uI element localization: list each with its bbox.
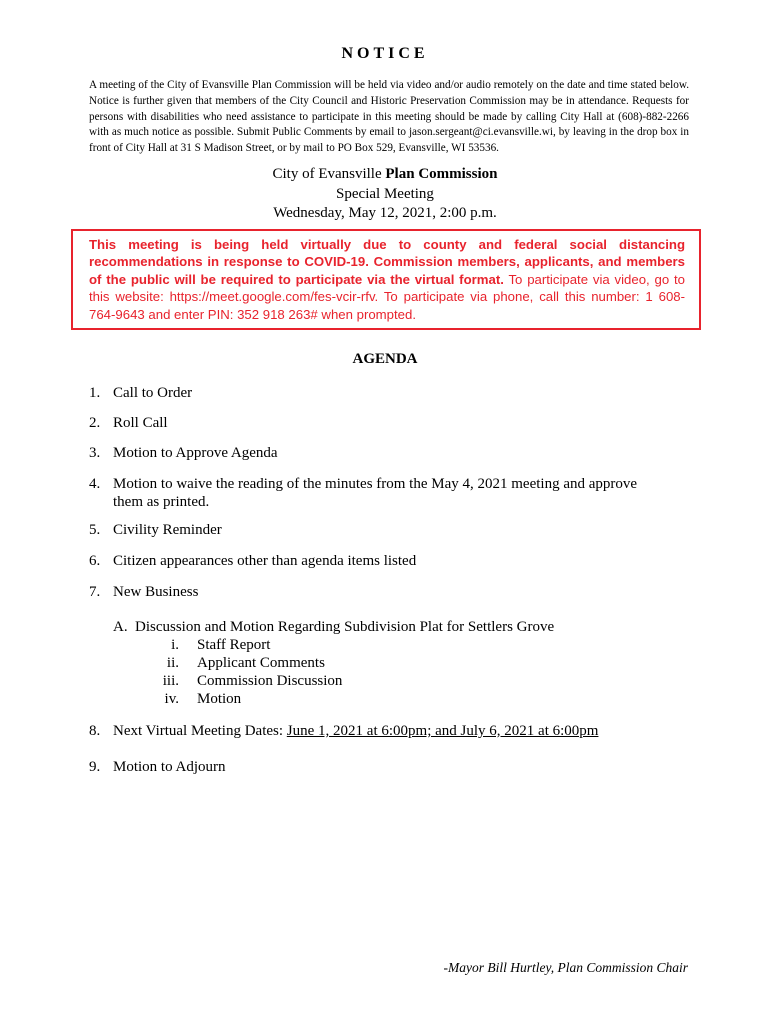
meeting-datetime: Wednesday, May 12, 2021, 2:00 p.m. xyxy=(273,205,497,221)
agenda-sub-item-text: Discussion and Motion Regarding Subdivision Plat for Settlers Grove xyxy=(135,619,555,635)
next-meeting-label: Next Virtual Meeting Dates: xyxy=(113,723,287,739)
signature: -Mayor Bill Hurtley, Plan Commission Chair xyxy=(443,960,688,975)
agenda-sub-sub-item-text: Staff Report xyxy=(197,637,271,653)
agenda-item-number: 8. xyxy=(89,723,101,739)
agenda-sub-item-number: A. xyxy=(113,619,128,635)
agenda-item-number: 2. xyxy=(89,415,101,431)
notice-heading: NOTICE xyxy=(341,45,429,62)
meeting-title-prefix: City of Evansville xyxy=(272,166,386,182)
agenda-sub-sub-item-number: iv. xyxy=(164,691,179,707)
notice-body: A meeting of the City of Evansville Plan Commission will be held via video and/or audio remotely on the date and time stated below. Notice is further given that members of the City Council and Historic Preservation Commission may be in attendance. Requests for persons with disabilities who need assistance to participate in this meeting should be made by calling City Hall at (608)-882-2266 with as much notice as possible. Submit Public Comments by email to jason.sergeant@ci.evansville.wi, by leaving in the drop box in front of City Hall at 31 S Madison Street, or by mail to PO Box 529, Evansville, WI 53536. xyxy=(89,79,689,155)
agenda-item-number: 6. xyxy=(89,553,101,569)
agenda-item-number: 4. xyxy=(89,476,101,492)
next-meeting-dates: June 1, 2021 at 6:00pm; and July 6, 2021 at 6:00pm xyxy=(286,723,599,739)
agenda-sub-sub-item-number: i. xyxy=(171,637,179,653)
covid-notice-box xyxy=(71,229,701,330)
agenda-sub-sub-item-text: Applicant Comments xyxy=(197,655,325,671)
agenda-item-number: 1. xyxy=(89,385,101,401)
meeting-title xyxy=(0,165,770,185)
agenda-item-number: 3. xyxy=(89,445,101,461)
agenda-sub-sub-item-number: ii. xyxy=(166,655,179,671)
agenda-item-number: 7. xyxy=(89,584,101,600)
covid-notice-instructions: To participate via video, go to this website: https://meet.google.com/fes-vcir-rfv. To participate via phone, call this number: 1 608-764-9643 and enter PIN: 352 918 263# when prompted. xyxy=(89,271,685,322)
agenda-sub-sub-item-number: iii. xyxy=(162,673,179,689)
agenda-item-text: Civility Reminder xyxy=(113,522,222,538)
agenda-item-text: New Business xyxy=(113,584,199,600)
agenda-sub-sub-item-text: Commission Discussion xyxy=(197,673,343,689)
agenda-item-text: Motion to Adjourn xyxy=(113,759,226,775)
agenda-item-text xyxy=(113,722,658,740)
agenda-item-number: 9. xyxy=(89,759,101,775)
meeting-header xyxy=(0,165,770,224)
covid-notice-bold: This meeting is being held virtually due to county and federal social distancing recommendations in response to COVID-19. Commission members, applicants, and members of the public will be required to participate via the virtual format. xyxy=(89,237,685,287)
agenda-item-text: Roll Call xyxy=(113,415,168,431)
meeting-title-bold: Plan Commission xyxy=(385,166,498,182)
agenda-item-number: 5. xyxy=(89,522,101,538)
agenda-item-text: Motion to waive the reading of the minutes from the May 4, 2021 meeting and approve them as printed. xyxy=(113,476,638,510)
agenda-item-text: Call to Order xyxy=(113,385,193,401)
agenda-sub-sub-item-text: Motion xyxy=(197,691,242,707)
agenda-item-text: Citizen appearances other than agenda items listed xyxy=(113,553,417,569)
meeting-type: Special Meeting xyxy=(336,185,434,202)
agenda-heading: AGENDA xyxy=(352,351,418,367)
agenda-item-text: Motion to Approve Agenda xyxy=(113,445,278,461)
